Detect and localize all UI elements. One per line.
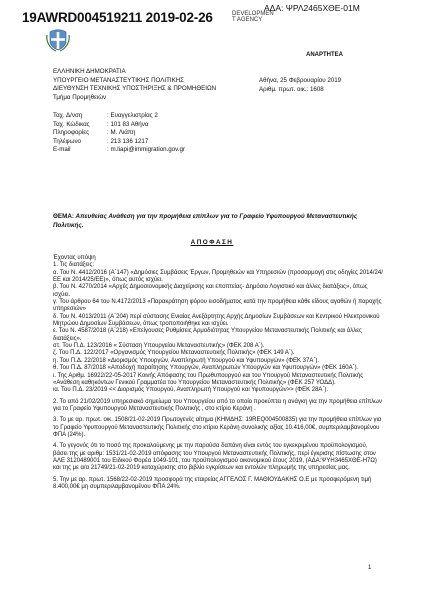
- contact-value: : 213 136 1217: [107, 137, 149, 145]
- date-block: [259, 77, 341, 94]
- body-paragraph: γ. Του άρθρου 64 του Ν.4172/2013 «Παρακράτηση φόρου εισοδήματος κατά την προμήθεια κάθε είδους αγαθών ή παροχής υπηρεσιών»: [53, 299, 382, 313]
- protocol-number: Αριθμ. πρωτ. οικ.: 1608: [259, 85, 324, 93]
- issuer-line: Τμήμα Προμηθειών: [53, 94, 107, 102]
- contact-row: [53, 121, 185, 130]
- page-number: 1: [368, 565, 372, 571]
- body-paragraph: 1. Τις διατάξεις:: [53, 262, 95, 269]
- contact-label: E-mail: [53, 146, 71, 154]
- body-paragraph: ζ. Του Π.Δ. 122/2017 «Οργανισμός Υπουργείου Μεταναστευτικής Πολιτικής» (ΦΕΚ 149 Α΄).: [53, 350, 295, 357]
- body-paragraph: Έχοντας υπόψη: [53, 255, 96, 261]
- body-paragraph: 3. Το με αρ. πρωτ. οικ. 1508/21-02-2019 Πρωτογενές αίτημα (ΚΗΜΔΗΣ: 19REQ004500835) για την προμήθεια επίπλων για το Γραφείο Υφυπουργού Μεταναστευτικής Πολιτικής στο κτίριο Κεράνη συνολικής αξίας 10.416,00€, συμπεριλαμβανομένου ΦΠΑ (24%).: [53, 417, 382, 438]
- contact-value: : 101 83 Αθήνα: [107, 120, 149, 128]
- body-paragraph: 5. Την με αρ. πρωτ. 1568/22-02-2019 προσφορά της εταιρείας ΑΓΓΕΛΟΣ Γ. ΜΑΘΙΟΥΔΑΚΗΣ Ο.Ε με προσφερόμενη τιμή 8.400,00€ μη συμπεριλαμβανομένου ΦΠΑ 24%.: [53, 476, 372, 490]
- issuer-line: ΔΙΕΥΘΥΝΣΗ ΤΕΧΝΙΚΗΣ ΥΠΟΣΤΗΡΙΞΗΣ & ΠΡΟΜΗΘΕΙΩΝ: [53, 85, 217, 93]
- stamp-meta-line: DEVELOPMEN: [232, 11, 274, 17]
- issuer-line: ΥΠΟΥΡΓΕΙΟ ΜΕΤΑΝΑΣΤΕΥΤΙΚΗΣ ΠΟΛΙΤΙΚΗΣ: [53, 76, 185, 84]
- body-paragraph: ε. Του Ν. 4587/2018 (Α΄218) «Επείγουσες Ρυθμίσεις Αρμοδιότητας Υπουργείου Μεταναστευτικής Πολιτικής και άλλες διατάξεις».: [53, 328, 362, 342]
- body-paragraph: θ. Του Π.Δ. 87/2018 «Αποδοχή παραίτησης Υπουργών, Αναπληρωτών Υπουργών και Υφυπουργών» (ΦΕΚ 160Α΄).: [53, 365, 359, 372]
- protocol-stamp: 19AWRD004519211 2019-02-26: [22, 10, 213, 25]
- subject-line: [53, 213, 383, 230]
- subject-text: Απευθείας Ανάθεση για την προμήθεια επίπλων για το Γραφείο Υφυπουργού Μεταναστευτικής Πολιτικής.: [53, 213, 358, 229]
- contact-row: [53, 138, 185, 147]
- body-paragraph: β. Του Ν. 4270/2014 «Αρχές Δημοσιονομικής Διαχείρισης και εποπτείας- Δημόσιο Λογιστικό και άλλες διατάξεις», όπως ισχύει.: [53, 284, 368, 298]
- body-paragraph: ι. Της Αριθμ. 16922/22-05-2017 Κοινής Απόφασης του Πρωθυπουργού και του Υπουργού Μεταναστευτικής Πολιτικής «Ανάθεση καθηκόντων Γενικού Γραμματέα του Υπουργείου Μεταναστευτικής Πολιτικής» (ΦΕΚ 257 ΥΟΔΔ).: [53, 372, 364, 386]
- contact-email[interactable]: : m.liapi@immigration.gov.gr: [107, 146, 186, 154]
- body-paragraph: 2. Το από 21/02/2019 υπηρεσιακό σημείωμα του Υπουργείου από το οποίο προκύπτει η ανάγκη για την προμήθεια επίπλων για το Γραφείο Υφυπουργού Μεταναστευτικής Πολιτικής , στο κτίριο Κεράνη .: [53, 398, 382, 412]
- subject-label: ΘΕΜΑ:: [53, 213, 74, 220]
- contact-row: [53, 112, 185, 121]
- greek-emblem-icon: [44, 26, 72, 52]
- body-paragraph: ια. Του Π.Δ. 23/2019 << Διορισμός Υπουργού, Αναπληρωτή Υπουργού και Υφυπουργών>> (ΦΕΚ 28Α΄).: [53, 387, 329, 394]
- contact-label: Τηλέφωνο: [53, 137, 81, 145]
- body-paragraph: η. Του Π.Δ. 22/2018 «Διορισμός Υπουργών, Αναπληρωτή Υπουργού και Υφυπουργών» (ΦΕΚ 37Α΄).: [53, 357, 320, 364]
- stamp-meta: [232, 11, 274, 24]
- contact-label: Πληροφορίες: [53, 129, 90, 137]
- ada-code: ΑΔΑ: ΨΡΛ2465ΧΘΕ-01Μ: [264, 3, 360, 13]
- body-paragraph: 4. Το γεγονός ότι το ποσό της προκαλούμενης με την παρούσα δαπάνη είναι εντός του εγκεκριμένου προϋπολογισμού, βάσει της με αριθμ: 1531/21-02-2019 απόφασης του Υπουργού Μεταναστευτικής Πολιτικής, περί έγκρισης πίστωσης στον ΑΛΕ 3120489001 του Ειδικού Φορέα 1049-101, του προϋπολογισμού οικονομικού έτους 2019, (ΑΔΑ:ΨΥΗ3465ΧΘΕ-Η7Ω) και της με α/α 21749/21-02-2019 καταχώρισης στο βιβλίο εγκρίσεων και εντολών πληρωμής της υπηρεσίας μας.: [53, 443, 377, 472]
- contact-block: [53, 112, 185, 155]
- contact-label: Ταχ. Κώδικας: [53, 120, 90, 128]
- contact-row: [53, 129, 185, 138]
- stamp-meta-line: T AGENCY: [232, 17, 263, 24]
- publication-label: ΑΝΑΡΤΗΤΕΑ: [306, 52, 343, 58]
- contact-value: : Μ. Λιάπη: [107, 129, 136, 137]
- body-paragraph: στ. Του Π.Δ. 123/2016 « Σύσταση Υπουργείου Μεταναστευτικής» (ΦΕΚ 208 Α΄).: [53, 343, 265, 350]
- issuer-line: ΕΛΛΗΝΙΚΗ ΔΗΜΟΚΡΑΤΙΑ: [53, 68, 126, 75]
- body-paragraph: α. Του Ν. 4412/2016 (Α΄147) «Δημόσιες Συμβάσεις Έργων, Προμηθειών και Υπηρεσιών (προσαρμογή στις οδηγίες 2014/24/ΕΕ και 2014/25/ΕΕ)», όπως αυτός ισχύει.: [53, 269, 383, 284]
- contact-value: : Ευαγγελιστρίας 2: [107, 112, 158, 119]
- contact-label: Ταχ. Δ/νση: [53, 112, 83, 119]
- document-body: [53, 255, 383, 491]
- decision-title: ΑΠΟΦΑΣΗ: [190, 239, 234, 246]
- issuer-block: [53, 68, 216, 103]
- document-date: Αθήνα, 25 Φεβρουαρίου 2019: [259, 77, 342, 84]
- body-paragraph: δ. Του Ν. 4013/2011 (Α΄204) περί σύστασης Ενιαίας Ανεξάρτητης Αρχής Δημοσίων Συμβάσεων και Κεντρικού Ηλεκτρονικού Μητρώου Δημοσίων Συμβάσεων, όπως τροποποιήθηκε και ισχύει.: [53, 313, 380, 328]
- contact-row: [53, 146, 185, 155]
